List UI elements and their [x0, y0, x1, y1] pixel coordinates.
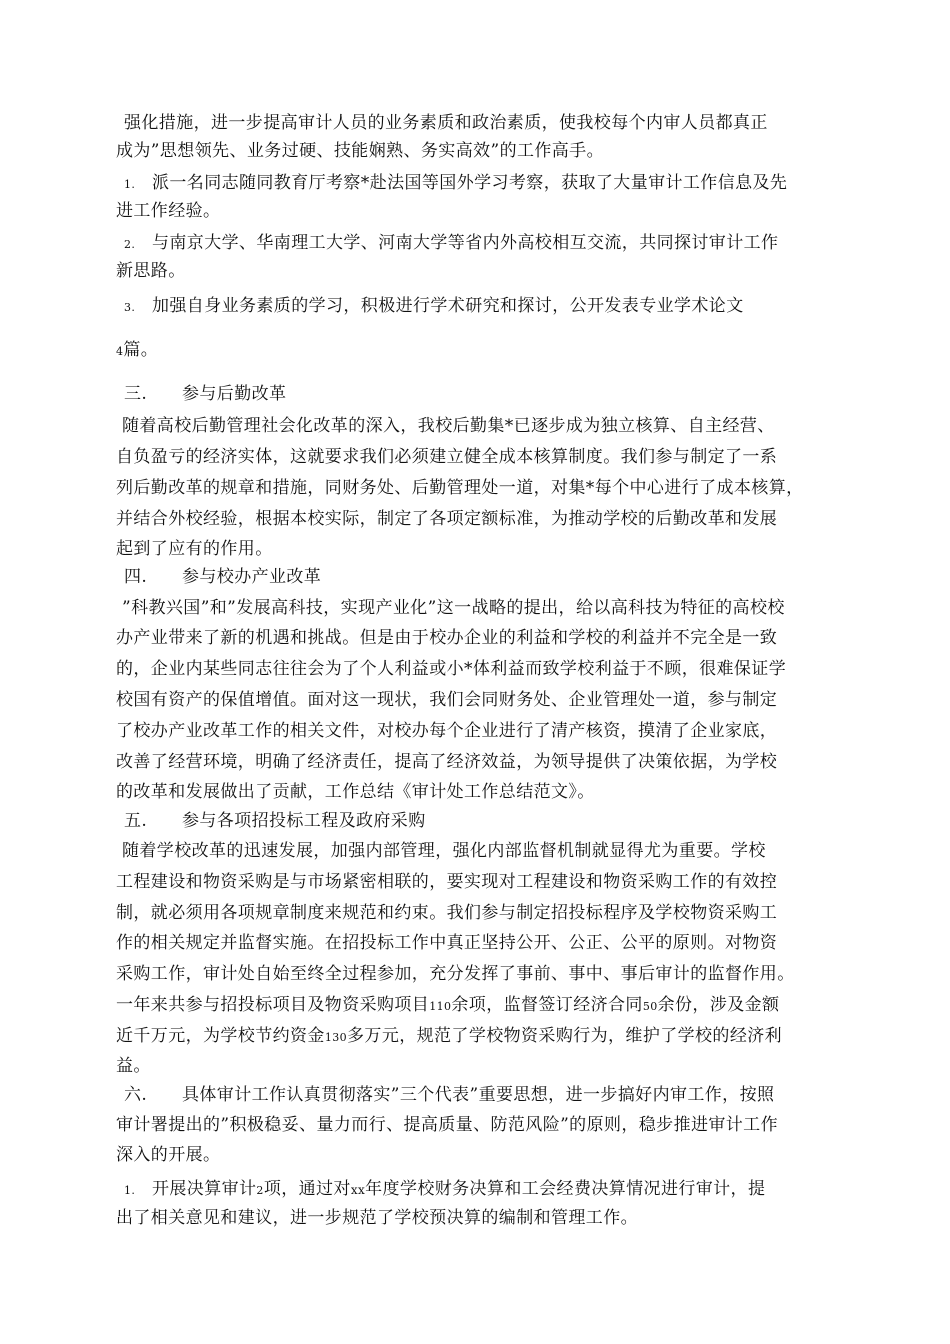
text-line: 列后勤改革的规章和措施，同财务处、后勤管理处一道，对集*每个中心进行了成本核算， [116, 478, 804, 498]
text-line: 益。 [116, 1056, 151, 1076]
text-line: 出了相关意见和建议，进一步规范了学校预决算的编制和管理工作。 [116, 1208, 638, 1228]
text-line: 起到了应有的作用。 [116, 539, 273, 559]
text-line: 随着高校后勤管理社会化改革的深入，我校后勤集*已逐步成为独立核算、自主经营、 [122, 416, 775, 436]
text-line: ”科教兴国”和”发展高科技，实现产业化”这一战略的提出，给以高科技为特征的高校校 [122, 598, 785, 618]
text-line: 进工作经验。 [116, 201, 221, 221]
text-line: 作的相关规定并监督实施。在招投标工作中真正坚持公开、公正、公平的原则。对物资 [116, 933, 778, 953]
text-line: 采购工作，审计处自始至终全过程参加，充分发挥了事前、事中、事后审计的监督作用。 [116, 964, 795, 984]
text-line: 强化措施，进一步提高审计人员的业务素质和政治素质，使我校每个内审人员都真正 [124, 113, 768, 133]
text-line: 工程建设和物资采购是与市场紧密相联的，要实现对工程建设和物资采购工作的有效控 [116, 872, 778, 892]
text-line: 一年来共参与招投标项目及物资采购项目110余项，监督签订经济合同50余份，涉及金额 [116, 995, 780, 1015]
text-line: 新思路。 [116, 261, 186, 281]
text-line: 审计署提出的”积极稳妥、量力而行、提高质量、防范风险”的原则，稳步推进审计工作 [116, 1115, 778, 1135]
text-line: 自负盈亏的经济实体，这就要求我们必须建立健全成本核算制度。我们参与制定了一系 [116, 447, 778, 467]
list-item: 1. 开展决算审计2项，通过对xx年度学校财务决算和工会经费决算情况进行审计，提 [124, 1179, 766, 1199]
section-heading: 六. 具体审计工作认真贯彻落实”三个代表”重要思想，进一步搞好内审工作，按照 [124, 1085, 775, 1105]
text-line: 并结合外校经验，根据本校实际，制定了各项定额标准，为推动学校的后勤改革和发展 [116, 509, 778, 529]
list-item: 2. 与南京大学、华南理工大学、河南大学等省内外高校相互交流，共同探讨审计工作 [124, 233, 779, 253]
text-line: 成为”思想领先、业务过硬、技能娴熟、务实高效”的工作高手。 [116, 141, 604, 161]
text-line: 随着学校改革的迅速发展，加强内部管理，强化内部监督机制就显得尤为重要。学校 [122, 841, 766, 861]
section-heading: 五. 参与各项招投标工程及政府采购 [124, 811, 426, 831]
text-line: 了校办产业改革工作的相关文件，对校办每个企业进行了清产核资，摸清了企业家底， [116, 721, 778, 741]
text-line: 的，企业内某些同志往往会为了个人利益或小*体利益而致学校利益于不顾，很难保证学 [116, 659, 787, 679]
text-line: 校国有资产的保值增值。面对这一现状，我们会同财务处、企业管理处一道，参与制定 [116, 690, 778, 710]
section-heading: 三. 参与后勤改革 [124, 384, 287, 404]
list-item: 1. 派一名同志随同教育厅考察*赴法国等国外学习考察，获取了大量审计工作信息及先 [124, 173, 788, 193]
text-line: 4篇。 [116, 340, 159, 360]
text-line: 改善了经营环境，明确了经济责任，提高了经济效益，为领导提供了决策依据，为学校 [116, 752, 778, 772]
text-line: 办产业带来了新的机遇和挑战。但是由于校办企业的利益和学校的利益并不完全是一致 [116, 628, 778, 648]
text-line: 的改革和发展做出了贡献，工作总结《审计处工作总结范文》。 [116, 782, 595, 802]
text-line: 近千万元，为学校节约资金130多万元，规范了学校物资采购行为，维护了学校的经济利 [116, 1026, 783, 1046]
list-item: 3. 加强自身业务素质的学习，积极进行学术研究和探讨，公开发表专业学术论文 [124, 296, 744, 316]
text-line: 制，就必须用各项规章制度来规范和约束。我们参与制定招投标程序及学校物资采购工 [116, 903, 778, 923]
section-heading: 四. 参与校办产业改革 [124, 567, 322, 587]
text-line: 深入的开展。 [116, 1145, 221, 1165]
